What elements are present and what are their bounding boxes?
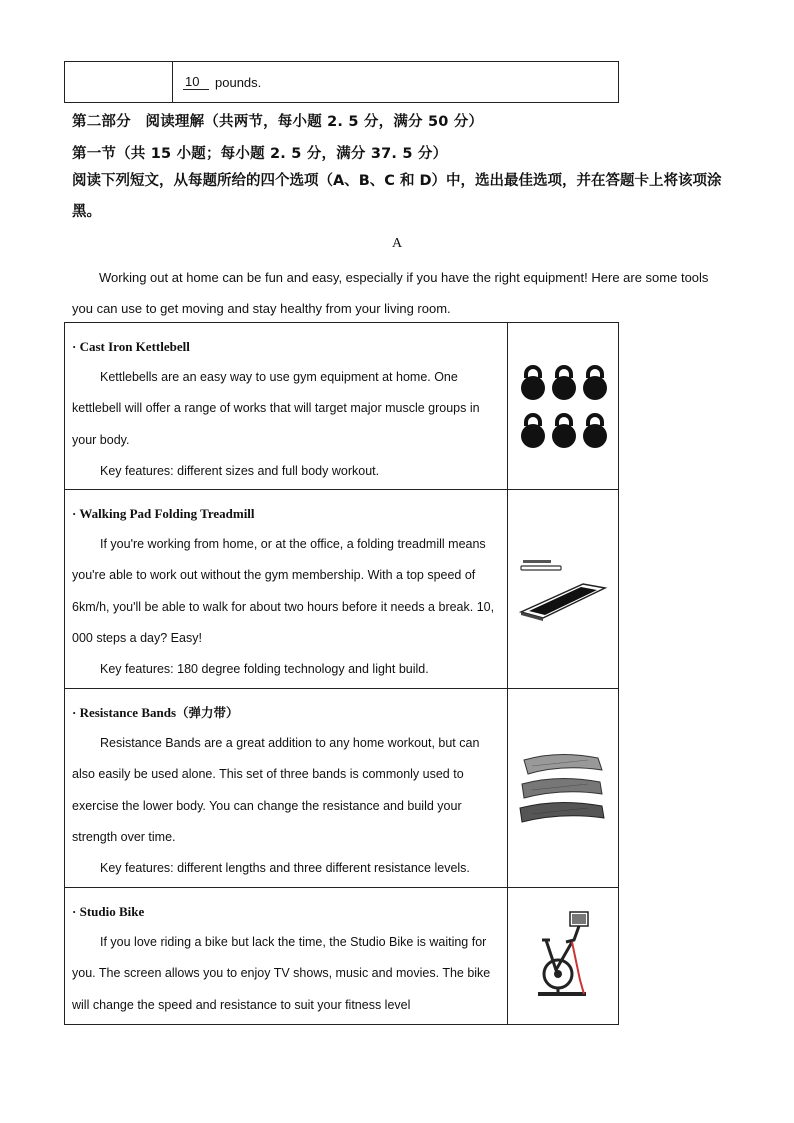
treadmill-icon	[508, 490, 618, 688]
passage-letter: A	[391, 236, 403, 251]
product-features: Key features: 180 degree folding technology and light build.	[100, 662, 429, 677]
instructions: 阅读下列短文，从每题所给的四个选项（A、B、C 和 D）中，选出最佳选项，并在答题卡上将该项涂黑。	[72, 173, 722, 220]
product-title: · Walking Pad Folding Treadmill	[72, 506, 255, 521]
studio-bike-icon	[508, 888, 618, 1024]
product-row-treadmill	[65, 490, 618, 689]
answer-blank: 10	[183, 74, 209, 90]
product-text	[65, 888, 508, 1024]
product-table	[64, 322, 619, 1025]
product-text	[65, 490, 508, 688]
product-features: Key features: different lengths and three different resistance levels.	[100, 861, 470, 876]
product-row-studio-bike	[65, 888, 618, 1024]
product-title: · Resistance Bands（弹力带）	[72, 705, 239, 720]
passage-intro: Working out at home can be fun and easy, especially if you have the right equipment! Here are some tools you can use to get moving and stay healthy from your living room.	[72, 270, 709, 316]
product-body: If you're working from home, or at the office, a folding treadmill means you're able to work out without the gym membership. With a top speed of 6km/h, you'll be able to walk for about two hours before it needs a break. 10, 000 steps a day? Easy!	[72, 537, 495, 645]
answer-text: pounds.	[215, 74, 262, 90]
product-body: Kettlebells are an easy way to use gym equipment at home. One kettlebell will offer a range of works that will target major muscle groups in your body.	[72, 370, 480, 447]
kettlebell-icon	[508, 323, 618, 489]
product-row-resistance-bands	[65, 689, 618, 888]
product-title: · Studio Bike	[72, 904, 145, 919]
answer-table-fragment	[64, 61, 619, 103]
answer-table-empty-cell	[65, 62, 173, 102]
section-heading: 第一节（共 15 小题；每小题 2. 5 分，满分 37. 5 分）	[72, 146, 448, 162]
answer-table-cell	[173, 62, 618, 102]
product-title: · Cast Iron Kettlebell	[72, 339, 190, 354]
part-heading: 第二部分 阅读理解（共两节，每小题 2. 5 分，满分 50 分）	[72, 114, 484, 130]
product-body: Resistance Bands are a great addition to any home workout, but can also easily be used alone. This set of three bands is commonly used to exercise the lower body. You can change the resistance and build your strength over time.	[72, 736, 480, 844]
product-body: If you love riding a bike but lack the time, the Studio Bike is waiting for you. The screen allows you to enjoy TV shows, music and movies. The bike will change the speed and resistance to suit your fitness level	[72, 935, 491, 1012]
resistance-bands-icon	[508, 689, 618, 887]
product-row-kettlebell	[65, 323, 618, 490]
product-text	[65, 323, 508, 489]
product-text	[65, 689, 508, 887]
product-features: Key features: different sizes and full body workout.	[100, 463, 380, 478]
